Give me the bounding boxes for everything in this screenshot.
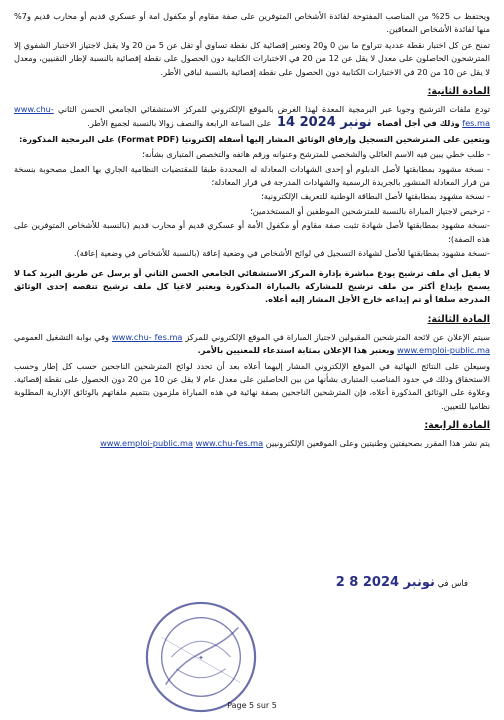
- announcement-text-c: ويعتبر هذا الإعلان بمثابة استدعاء للمعنيين بالأمر.: [197, 345, 395, 356]
- deadline-date-stamp: 14 نونبر 2024: [277, 115, 372, 131]
- link-chu-fes-3[interactable]: www.chu-fes.ma: [195, 438, 264, 449]
- link-emploi-public[interactable]: www.emploi-public.ma: [397, 345, 490, 356]
- paragraph-final-results: وسيعلن على النتائج النهائية في الموقع الإلكتروني المشار إليهما أعلاه بعد أن تحدد لوائح المترشحين الناجحين حسب كل إطار وحسب الاستحقاق وذلك في حدود المناصب المتبارى بشأنها من بين الحاصلين على معدل عام لا يقل عن 10 من 20 دون الحصول على نقطة إقصائية. وعلاوة على الوثائق المذكورة أعلاه، فإن المترشحين الناجحين بصفة نهائية في هذه المباراة ملزمون بتتميم ملفاتهم بالوثائق الإدارية المطلوبة نظاميا للتعيين.: [14, 360, 490, 411]
- heading-article-2: المادة الثانية:: [427, 86, 490, 98]
- link-chu-fes-2[interactable]: www.chu- fes.ma: [111, 331, 183, 342]
- paragraph-reserved-posts: ويحتفظ ب 25% من المناصب المفتوحة لفائدة الأشخاص المتوفرين على صفة مقاوم أو مكفول امة أو عسكري قديم أو محارب قديم و7% منها لفائدة الأشخاص المعاقين.: [14, 11, 490, 35]
- signature-date-line: [336, 576, 468, 590]
- signature-place: فاس في: [437, 578, 468, 588]
- heading-article-4: المادة الرابعة:: [424, 420, 490, 432]
- paragraph-required-docs-intro: ويتعين على المترشحين التسجيل وإرفاق الوثائق المشار إليها أسفله إلكترونيا (Format PDF) على البرمجية المذكورة:: [19, 133, 490, 144]
- paragraph-announcement: [14, 331, 490, 358]
- announcement-text-b: وفي بوابة التشغيل العمومي: [14, 331, 110, 342]
- list-item: - نسخة مشهود بمطابقتها لأصل الدبلوم أو إحدى الشهادات المعادلة له المحددة طبقا للمقتضيات النظامية الجاري بها العمل مصحوبة بنسخة من قرار المعادلة المنشور بالجريدة الرسمية والشهادات المدرجة في قرار المعادلة؛: [14, 163, 490, 188]
- list-item: - ترخيص لاجتياز المباراة بالنسبة للمترشحين الموظفين أو المستخدمين؛: [250, 205, 490, 216]
- heading-article-3: المادة الثالثة:: [427, 313, 490, 325]
- paragraph-submission: [14, 103, 490, 131]
- signature-date: 2 8 نونبر 2024: [335, 575, 435, 590]
- svg-text:✦: ✦: [198, 653, 204, 662]
- list-item: - طلب خطي يبين فيه الاسم العائلي والشخصي للمترشح وعنوانه ورقم هاتفه والتخصص المتبارى بشأنه؛: [142, 149, 490, 160]
- submission-text-c: على الساعة الرابعة والنصف زوالا بالنسبة لجميع الأطر.: [87, 118, 272, 129]
- paragraph-publication: [14, 437, 490, 450]
- paragraph-scoring: تمنح عن كل اختبار نقطة عددية تتراوح ما بين 0 و20 وتعتبر إقصائية كل نقطة تساوي أو تقل عن 5 من 20 ولا يقبل لاجتياز الاختبار الشفوي إلا المترشحون الحاصلون على معدل لا يقل عن 12 من 20 في الاختبارات الكتابية دون الحصول على نقطة إقصائية بالنسبة لإطار التقنيين، ومعدل لا يقل عن 10 من 20 في الاختبارات الكتابية دون الحصول على نقطة إقصائية بالنسبة لباقي الأطر.: [14, 39, 490, 77]
- list-item: - نسخة مشهود بمطابقتها لأصل البطاقة الوطنية للتعريف الإلكترونية؛: [261, 191, 490, 202]
- required-docs-list: [14, 148, 490, 260]
- link-emploi-public-2[interactable]: www.emploi-public.ma: [100, 438, 194, 449]
- list-item: -نسخة مشهود بمطابقتها للأصل لشهادة التسجيل في لوائح الأشخاص في وضعية إعاقة (بالنسبة للأشخاص في وضعية إعاقة).: [73, 248, 490, 259]
- publication-text: يتم نشر هذا المقرر بصحيفتين وطنيتين وعلى الموقعين الإلكترونيين: [265, 438, 490, 449]
- paragraph-rejection-rules: لا يقبل أي ملف ترشيح يودع مباشرة بإدارة المركز الاستشفائي الجامعي الحسن الثاني أو يرسل عن طريق البريد كما لا يسمح بإيداع أكثر من ملف ترشيح للمشاركة بالمباراة المذكورة ويعتبر لاغيا كل ملف ترشيح تنقصه إحدى الوثائق المدرجة سلفا أو تم إيداعه خارج الأجل المشار إليه أعلاه.: [14, 267, 490, 305]
- submission-text-a: تودع ملفات الترشيح وجوبا عبر البرمجية المعدة لهذا الغرض بالموقع الإلكتروني للمركز الاستشفائي الجامعي الحسن الثاني: [57, 104, 490, 115]
- link-chu-fes[interactable]: www.chu-fes.ma: [14, 104, 490, 129]
- page-footer: Page 5 sur 5: [227, 700, 277, 710]
- submission-text-b: وذلك في أجل أقصاه: [377, 118, 460, 129]
- announcement-text-a: سيتم الإعلان عن لائحة المترشحين المقبولين لاجتياز المباراة في الموقع الإلكتروني للمركز: [185, 331, 490, 342]
- list-item: -نسخة مشهود بمطابقتها لأصل شهادة تثبت صفة مقاوم أو مكفول الأمة أو عسكري قديم أو محارب قديم (بالنسبة للأشخاص المتوفرين على هذه الصفة)؛: [14, 220, 490, 244]
